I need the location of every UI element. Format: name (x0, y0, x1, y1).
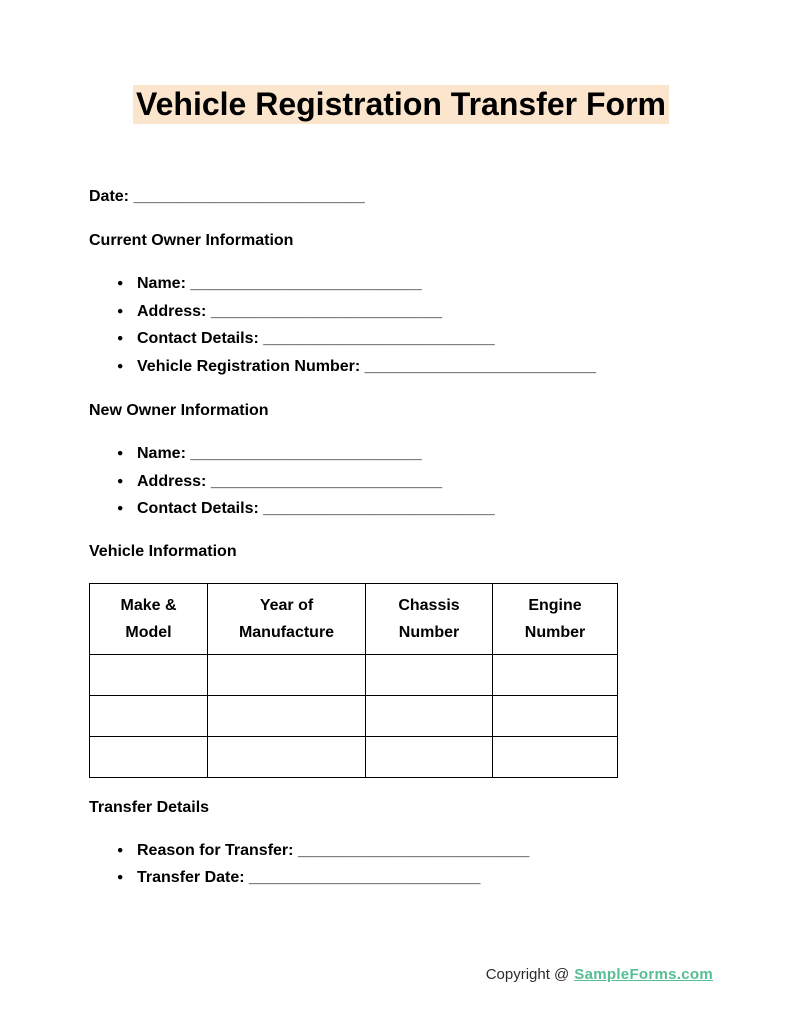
field-current-owner-name (89, 270, 713, 298)
field-new-owner-contact (89, 495, 713, 523)
field-label: Transfer Date: (137, 869, 245, 886)
page-title: Vehicle Registration Transfer Form (133, 85, 669, 124)
table-cell (90, 654, 208, 695)
vehicle-information-table (89, 583, 618, 778)
field-current-owner-contact (89, 325, 713, 353)
bullet-icon: ● (117, 332, 124, 344)
table-cell (493, 654, 618, 695)
header-line: Make & (120, 596, 177, 614)
current-owner-field-list (89, 270, 713, 380)
field-blank: __________________________ (190, 275, 422, 292)
field-label: Contact Details: (137, 330, 259, 347)
footer-link[interactable]: SampleForms.com (574, 966, 713, 983)
column-header-year-of-manufacture (208, 583, 366, 654)
bullet-icon: ● (117, 277, 124, 289)
bullet-icon: ● (117, 502, 124, 514)
column-header-make-model (90, 583, 208, 654)
field-blank: __________________________ (249, 869, 481, 886)
header-line: Manufacture (238, 623, 335, 641)
field-blank: __________________________ (210, 472, 443, 490)
field-blank: __________________________ (263, 330, 495, 347)
field-current-owner-registration-number (89, 353, 713, 381)
header-line: Number (398, 623, 460, 641)
table-cell (208, 654, 366, 695)
title-row (89, 85, 713, 124)
field-reason-for-transfer (89, 837, 713, 865)
field-blank: __________________________ (190, 445, 422, 462)
section-heading-vehicle-information: Vehicle Information (89, 542, 237, 560)
table-cell (90, 695, 208, 736)
table-row (90, 736, 618, 777)
date-label: Date: (89, 188, 130, 205)
header-line: Engine (528, 596, 582, 614)
header-line: Year of (259, 596, 314, 614)
table-cell (366, 695, 493, 736)
header-line: Chassis (398, 596, 460, 614)
field-label: Contact Details: (137, 500, 259, 517)
field-new-owner-name (89, 440, 713, 468)
field-blank: __________________________ (364, 357, 596, 375)
date-field (89, 188, 713, 206)
field-blank: __________________________ (263, 500, 495, 517)
section-heading-transfer-details: Transfer Details (89, 798, 210, 816)
field-label: Vehicle Registration Number: (137, 357, 361, 375)
table-cell (366, 736, 493, 777)
footer (486, 966, 713, 983)
table-cell (366, 654, 493, 695)
field-label: Name: (137, 275, 186, 292)
new-owner-field-list (89, 440, 713, 523)
section-heading-new-owner: New Owner Information (89, 402, 269, 419)
table-cell (208, 736, 366, 777)
field-blank: __________________________ (297, 841, 530, 859)
field-new-owner-address (89, 468, 713, 496)
header-line: Number (524, 623, 586, 641)
table-cell (90, 736, 208, 777)
bullet-icon: ● (117, 304, 124, 317)
field-label: Address: (137, 302, 207, 320)
section-heading-current-owner: Current Owner Information (89, 232, 294, 249)
bullet-icon: ● (117, 447, 124, 459)
table-cell (493, 695, 618, 736)
date-blank: __________________________ (133, 188, 365, 205)
field-current-owner-address (89, 298, 713, 326)
table-header-row (90, 583, 618, 654)
transfer-details-field-list (89, 837, 713, 892)
table-cell (208, 695, 366, 736)
field-blank: __________________________ (210, 302, 443, 320)
table-row (90, 695, 618, 736)
bullet-icon: ● (117, 843, 124, 856)
field-label: Reason for Transfer: (137, 841, 294, 859)
table-row (90, 654, 618, 695)
copyright-text: Copyright @ (485, 966, 570, 983)
field-label: Name: (137, 445, 186, 462)
bullet-icon: ● (117, 474, 124, 487)
header-line: Model (125, 623, 172, 641)
bullet-icon: ● (117, 359, 124, 372)
field-transfer-date (89, 864, 713, 892)
table-cell (493, 736, 618, 777)
field-label: Address: (137, 472, 207, 490)
column-header-engine-number (493, 583, 618, 654)
bullet-icon: ● (117, 871, 124, 883)
column-header-chassis-number (366, 583, 493, 654)
